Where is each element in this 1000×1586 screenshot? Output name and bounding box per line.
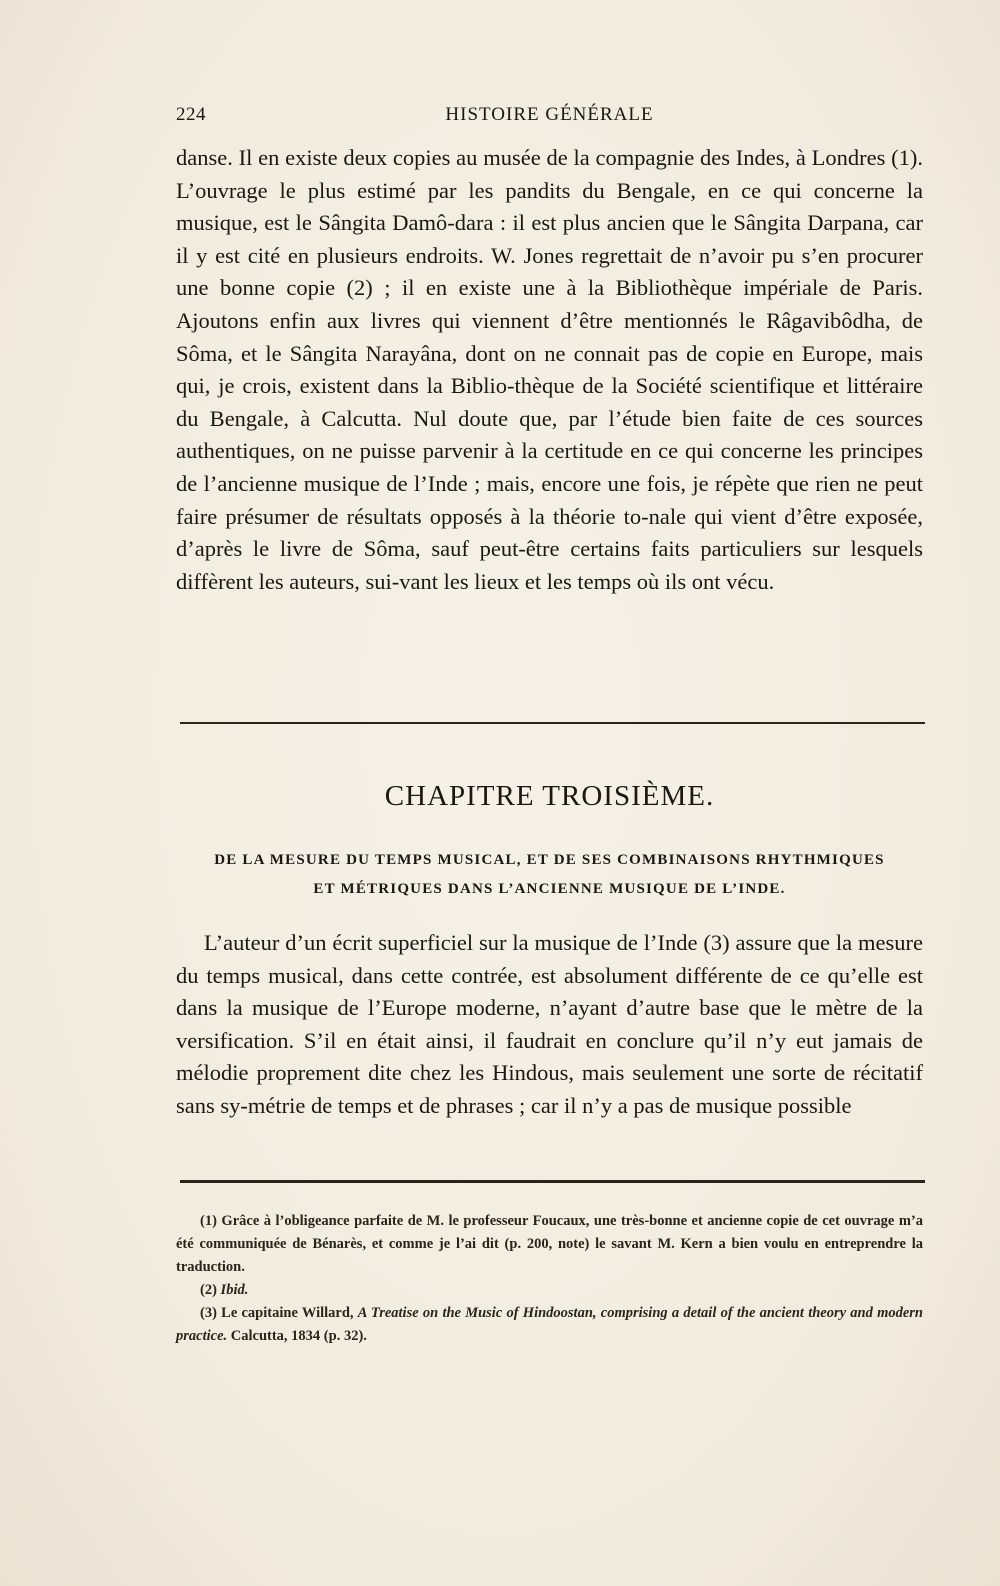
page-number: 224 xyxy=(176,104,206,125)
chapter-subtitle-line-2: ET MÉTRIQUES DANS L’ANCIENNE MUSIQUE DE L’INDE. xyxy=(313,881,786,897)
section-divider xyxy=(180,722,925,724)
footnote-divider xyxy=(180,1180,925,1183)
footnote-3 xyxy=(176,1302,923,1348)
footnote-number: (1) xyxy=(200,1213,217,1229)
footnotes xyxy=(176,1210,923,1348)
chapter-title: CHAPITRE TROISIÈME. xyxy=(384,780,715,812)
chapter-subtitle xyxy=(176,846,923,904)
footnote-text: Grâce à l’obligeance parfaite de M. le professeur Foucaux, une très-bonne et ancienne copie de cet ouvrage m’a été communiquée de Bénarès, et comme je l’ai dit (p. 200, note) le savant M. Kern a bien voulu en entreprendre la traduction. xyxy=(176,1213,924,1275)
chapter-paragraph: L’auteur d’un écrit superficiel sur la musique de l’Inde (3) assure que la mesure du temps musical, dans cette contrée, est absolument différente de ce qu’elle est dans la musique de l’Europe moderne, n’ayant d’autre base que le mètre de la versification. S’il en était ainsi, il faudrait en conclure qu’il n’y eut jamais de mélodie proprement dite chez les Hindous, mais seulement une sorte de récitatif sans sy-métrie de temps et de phrases ; car il n’y a pas de musique possible xyxy=(176,930,923,1118)
footnote-text: Le capitaine Willard, xyxy=(221,1305,358,1321)
running-title: HISTOIRE GÉNÉRALE xyxy=(445,104,654,125)
chapter-subtitle-line-1: DE LA MESURE DU TEMPS MUSICAL, ET DE SES COMBINAISONS RHYTHMIQUES xyxy=(214,852,885,868)
running-header xyxy=(176,104,923,134)
footnote-text-end: Calcutta, 1834 (p. 32). xyxy=(227,1328,367,1344)
footnote-2 xyxy=(176,1279,923,1302)
footnote-number: (2) xyxy=(200,1282,217,1298)
footnote-text: Ibid. xyxy=(220,1282,249,1298)
body-paragraph: danse. Il en existe deux copies au musée de la compagnie des Indes, à Londres (1). L’ouvrage le plus estimé par les pandits du Bengale, en ce qui concerne la musique, est le Sângita Damô-dara : il est plus ancien que le Sângita Darpana, car il y est cité en plusieurs endroits. W. Jones regrettait de n’avoir pu s’en procurer une bonne copie (2) ; il en existe une à la Bibliothèque impériale de Paris. Ajoutons enfin aux livres qui viennent d’être mentionnés le Râgavibôdha, de Sôma, et le Sângita Narayâna, dont on ne connait pas de copie en Europe, mais qui, je crois, existent dans la Biblio-thèque de la Société scientifique et littéraire du Bengale, à Calcutta. Nul doute que, par l’étude bien faite de ces sources authentiques, on ne puisse parvenir à la certitude en ce qui concerne les principes de l’ancienne musique de l’Inde ; mais, encore une fois, je répète que rien ne peut faire présumer de résultats opposés à la théorie to-nale qui vient d’être exposée, d’après le livre de Sôma, sauf peut-être certains faits particuliers sur lesquels diffèrent les auteurs, sui-vant les lieux et les temps où ils ont vécu. xyxy=(176,145,923,594)
footnote-number: (3) xyxy=(200,1305,217,1321)
footnote-book-title: A Treatise on the Music of Hindoostan, comprising a detail of the ancient theory and modern practice. xyxy=(176,1305,923,1344)
footnote-1 xyxy=(176,1210,923,1279)
